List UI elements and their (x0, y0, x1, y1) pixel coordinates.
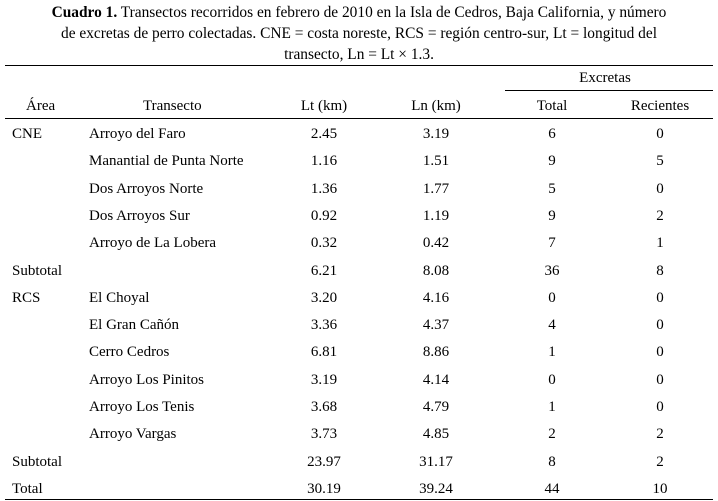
cell-area: CNE (12, 126, 42, 142)
cell-ln: 1.51 (422, 153, 450, 169)
cell-transecto: El Gran Cañón (89, 317, 179, 333)
cell-recientes: 10 (652, 481, 668, 497)
cell-transecto: Arroyo de La Lobera (89, 235, 217, 251)
cell-area: RCS (12, 290, 41, 306)
cell-lt: 3.19 (310, 372, 338, 388)
cell-ln: 1.77 (422, 181, 450, 197)
cell-lt: 23.97 (307, 454, 341, 470)
cell-ln: 4.16 (422, 290, 450, 306)
cell-recientes: 0 (656, 317, 664, 333)
cell-lt: 0.92 (310, 208, 338, 224)
cell-lt: 3.20 (310, 290, 338, 306)
cell-lt: 0.32 (310, 235, 338, 251)
cell-recientes: 8 (656, 263, 664, 279)
cell-total: 1 (548, 399, 556, 415)
cell-lt: 3.73 (310, 426, 338, 442)
cell-recientes: 5 (656, 153, 664, 169)
cell-transecto: Arroyo del Faro (89, 126, 186, 142)
cell-total: 2 (548, 426, 556, 442)
cell-transecto: Arroyo Vargas (89, 426, 177, 442)
header-total: Total (536, 98, 568, 114)
cell-recientes: 2 (656, 208, 664, 224)
header-recientes: Recientes (630, 98, 690, 114)
cell-transecto: Manantial de Punta Norte (89, 153, 244, 169)
cell-transecto: Arroyo Los Pinitos (89, 372, 205, 388)
cell-total: 1 (548, 344, 556, 360)
cell-ln: 4.14 (422, 372, 450, 388)
cell-total: 36 (544, 263, 560, 279)
cell-ln: 0.42 (422, 235, 450, 251)
header-excretas-group: Excretas (579, 70, 631, 86)
cell-total: 0 (548, 290, 556, 306)
cell-recientes: 1 (656, 235, 664, 251)
cell-lt: 6.81 (310, 344, 338, 360)
cell-transecto: Dos Arroyos Norte (89, 181, 204, 197)
header-ln: Ln (km) (411, 98, 461, 114)
cell-recientes: 0 (656, 290, 664, 306)
cell-ln: 4.37 (422, 317, 450, 333)
cell-ln: 8.08 (422, 263, 450, 279)
cell-recientes: 2 (656, 454, 664, 470)
cell-transecto: Dos Arroyos Sur (89, 208, 190, 224)
cell-total: 8 (548, 454, 556, 470)
cell-recientes: 2 (656, 426, 664, 442)
caption-line-3: transecto, Ln = Lt × 1.3. (284, 46, 434, 63)
cell-lt: 3.36 (310, 317, 338, 333)
header-area: Área (26, 98, 56, 114)
cell-ln: 3.19 (422, 126, 450, 142)
bottom-rule (5, 499, 713, 500)
caption-line-2: de excretas de perro colectadas. CNE = costa noreste, RCS = región centro-sur, Lt = longitud del (61, 25, 657, 42)
header-lt: Lt (km) (300, 98, 348, 114)
cell-transecto: El Choyal (89, 290, 150, 306)
cell-lt: 1.16 (310, 153, 338, 169)
cell-area: Subtotal (12, 263, 63, 279)
cell-total: 9 (548, 153, 556, 169)
cell-area: Subtotal (12, 454, 63, 470)
cell-lt: 1.36 (310, 181, 338, 197)
cell-transecto: Cerro Cedros (89, 344, 170, 360)
top-rule (5, 65, 713, 66)
cell-ln: 31.17 (419, 454, 453, 470)
header-rule (5, 118, 713, 119)
cell-recientes: 0 (656, 399, 664, 415)
cell-total: 5 (548, 181, 556, 197)
cell-ln: 8.86 (422, 344, 450, 360)
cell-total: 7 (548, 235, 556, 251)
cell-recientes: 0 (656, 181, 664, 197)
cell-ln: 4.79 (422, 399, 450, 415)
cell-lt: 3.68 (310, 399, 338, 415)
group-rule (505, 90, 713, 91)
cell-lt: 30.19 (307, 481, 341, 497)
cell-total: 9 (548, 208, 556, 224)
table-caption (0, 2, 718, 65)
caption-line-1 (0, 2, 718, 23)
cell-total: 4 (548, 317, 556, 333)
cell-area: Total (12, 481, 43, 497)
cell-total: 6 (548, 126, 556, 142)
cell-recientes: 0 (656, 126, 664, 142)
cell-recientes: 0 (656, 344, 664, 360)
cell-lt: 2.45 (310, 126, 338, 142)
caption-text-1: Transectos recorridos en febrero de 2010 en la Isla de Cedros, Baja California, y número (120, 4, 667, 21)
cell-recientes: 0 (656, 372, 664, 388)
cell-total: 44 (544, 481, 560, 497)
cell-ln: 1.19 (422, 208, 450, 224)
header-transecto: Transecto (143, 98, 202, 114)
cell-total: 0 (548, 372, 556, 388)
cell-transecto: Arroyo Los Tenis (89, 399, 195, 415)
cell-ln: 39.24 (419, 481, 453, 497)
cell-ln: 4.85 (422, 426, 450, 442)
caption-label: Cuadro 1. (51, 4, 118, 21)
cell-lt: 6.21 (310, 263, 338, 279)
